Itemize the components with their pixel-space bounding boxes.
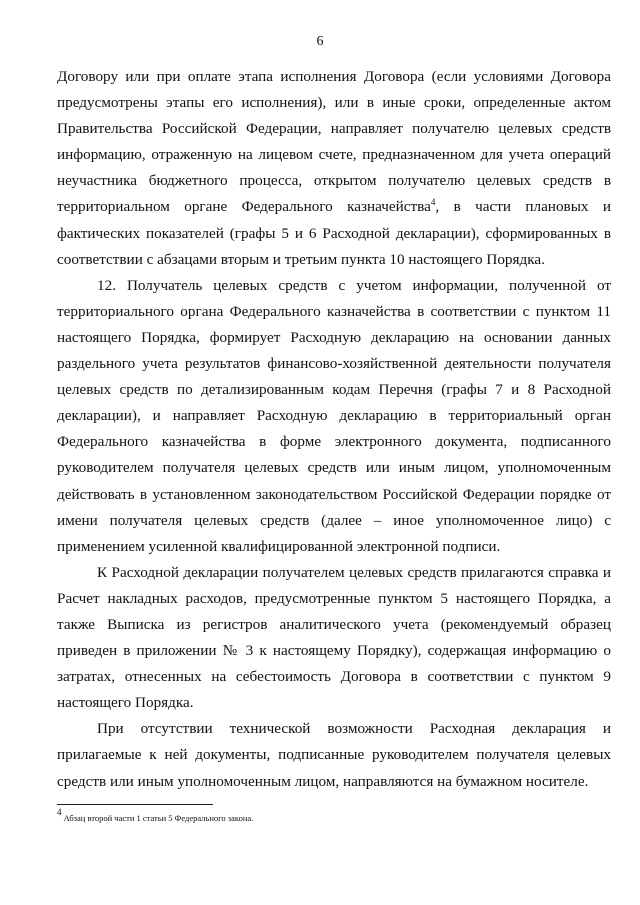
text-line: целевых средств по детализированным кодам Перечня (графы 7 и 8 Расходной	[57, 381, 611, 399]
text-line: 12. Получатель целевых средств с учетом информации, полученной от	[97, 276, 611, 294]
text-line: раздельного учета результатов финансово-хозяйственной деятельности получателя	[57, 355, 611, 373]
text-line: применением усиленной квалифицированной электронной подписи.	[57, 537, 501, 555]
text-line: настоящего Порядка, формирует Расходную декларацию на основании данных	[57, 328, 611, 346]
text-line: неучастника бюджетного процесса, открытом получателю целевых средств в	[57, 172, 611, 190]
text-line: также Выписка из регистров аналитического учета (рекомендуемый образец	[57, 615, 611, 633]
footnote-divider	[57, 804, 213, 805]
text-line: прилагаемые к ней документы, подписанные руководителем получателя целевых	[57, 746, 611, 764]
text-line: декларации), и направляет Расходную декларацию в территориальный орган	[57, 407, 611, 425]
text-line: руководителем получателя целевых средств или иным лицом, уполномоченным	[57, 459, 611, 477]
text-line: настоящего Порядка.	[57, 694, 194, 712]
text-line: соответствии с абзацами вторым и третьим пункта 10 настоящего Порядка.	[57, 250, 545, 268]
text-line: действовать в установленном законодательством Российской Федерации порядке от	[57, 485, 611, 503]
text-line: Расчет накладных расходов, предусмотренные пунктом 5 настоящего Порядка, а	[57, 589, 611, 607]
text-line: фактических показателей (графы 5 и 6 Расходной декларации), сформированных в	[57, 224, 611, 242]
paragraph-paper-submission	[57, 716, 611, 794]
paragraph-item-12	[57, 273, 611, 560]
footnote	[57, 807, 254, 824]
paragraph-continuation	[57, 64, 611, 273]
text-line: Федерального казначейства в форме электронного документа, подписанного	[57, 433, 611, 451]
text-segment: , в части плановых и	[435, 198, 611, 216]
footnote-reference[interactable]: 4	[430, 197, 436, 208]
document-body	[57, 64, 611, 795]
text-line: территориального органа Федерального казначейства в соответствии с пунктом 11	[57, 302, 611, 320]
text-line: средств или иным уполномоченным лицом, направляются на бумажном носителе.	[57, 772, 589, 790]
text-line: К Расходной декларации получателем целевых средств прилагаются справка и	[97, 563, 611, 581]
text-segment: территориальном органе Федерального казначейства	[57, 198, 431, 216]
text-line: Правительства Российской Федерации, направляет получателю целевых средств	[57, 120, 611, 138]
footnote-text: Абзац второй части 1 статьи 5 Федерального закона.	[63, 813, 254, 823]
text-line: При отсутствии технической возможности Расходная декларация и	[97, 720, 611, 738]
text-line: предусмотрены этапы его исполнения), или в иные сроки, определенные актом	[57, 94, 611, 112]
text-line: имени получателя целевых средств (далее – иное уполномоченное лицо) с	[57, 511, 611, 529]
text-line: затратах, отнесенных на себестоимость Договора в соответствии с пунктом 9	[57, 668, 611, 686]
text-line-with-footnote-ref	[57, 194, 611, 220]
footnote-marker: 4	[57, 807, 62, 817]
paragraph-attachments	[57, 560, 611, 717]
text-line: информацию, отраженную на лицевом счете, предназначенном для учета операций	[57, 146, 611, 164]
text-line: Договору или при оплате этапа исполнения Договора (если условиями Договора	[57, 68, 611, 85]
page-number: 6	[316, 34, 324, 49]
text-line: приведен в приложении № 3 к настоящему Порядку), содержащая информацию о	[57, 642, 611, 660]
